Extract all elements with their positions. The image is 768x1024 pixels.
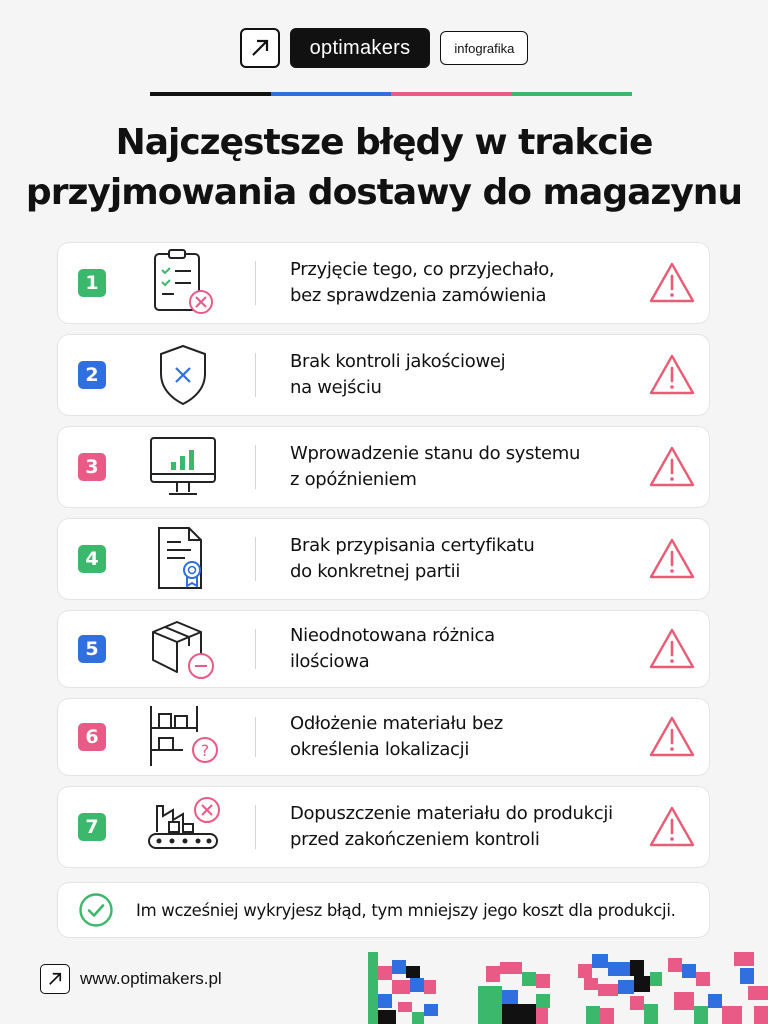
color-stripe [150,92,632,96]
divider [255,353,256,397]
item-number: 7 [78,813,106,841]
item-text [290,801,640,853]
item-text [290,441,640,493]
item-number: 1 [78,269,106,297]
item-number: 3 [78,453,106,481]
brand-name: optimakers [290,28,431,68]
svg-text:?: ? [200,741,210,760]
arrow-logo-icon [40,964,70,994]
divider [255,537,256,581]
item-text-line-2: na wejściu [290,377,382,398]
item-number: 5 [78,635,106,663]
clipboard-x-icon [143,248,223,318]
summary-tip [57,882,710,938]
monitor-chart-icon [143,432,223,502]
item-text-line-1: Wprowadzenie stanu do systemu [290,443,581,464]
item-number: 6 [78,723,106,751]
item-text-line-2: z opóźnieniem [290,469,417,490]
list-item [57,518,710,600]
list-item [57,334,710,416]
category-tag: infografika [440,31,528,65]
factory-conveyor-x-icon [143,792,223,862]
footer [40,964,222,994]
certificate-document-icon [143,524,223,594]
header [0,28,768,68]
warning-icon [649,353,695,397]
title-line-1: Najczęstsze błędy w trakcie [115,122,653,163]
item-text-line-1: Brak kontroli jakościowej [290,351,506,372]
warning-icon [649,445,695,489]
list-item [57,786,710,868]
shelf-question-icon [143,702,223,772]
item-number: 2 [78,361,106,389]
website-link[interactable]: www.optimakers.pl [80,969,222,988]
divider [255,717,256,757]
item-text-line-1: Odłożenie materiału bez [290,713,503,734]
item-text-line-1: Przyjęcie tego, co przyjechało, [290,259,555,280]
warning-icon [649,715,695,759]
divider [255,629,256,669]
list-item [57,426,710,508]
item-text-line-2: przed zakończeniem kontroli [290,829,540,850]
item-text-line-1: Nieodnotowana różnica [290,625,495,646]
item-text-line-1: Dopuszczenie materiału do produkcji [290,803,613,824]
pixel-pattern-decoration [368,950,768,1024]
page-title [0,118,768,218]
item-text-line-2: określenia lokalizacji [290,739,470,760]
check-circle-icon [78,892,114,928]
divider [255,261,256,305]
item-text-line-2: bez sprawdzenia zamówienia [290,285,547,306]
item-text [290,711,640,763]
warning-icon [649,805,695,849]
item-number: 4 [78,545,106,573]
tip-text: Im wcześniej wykryjesz błąd, tym mniejszy jego koszt dla produkcji. [136,900,676,920]
warning-icon [649,537,695,581]
item-text-line-1: Brak przypisania certyfikatu [290,535,535,556]
item-text-line-2: ilościowa [290,651,370,672]
item-text [290,257,640,309]
list-item [57,242,710,324]
divider [255,445,256,489]
list-item [57,610,710,688]
divider [255,805,256,849]
mistakes-list [57,242,710,878]
shield-x-icon [143,340,223,410]
title-line-2: przyjmowania dostawy do magazynu [25,172,743,213]
warning-icon [649,261,695,305]
item-text [290,349,640,401]
item-text [290,533,640,585]
box-minus-icon [143,614,223,684]
item-text-line-2: do konkretnej partii [290,561,461,582]
list-item [57,698,710,776]
arrow-logo-icon [240,28,280,68]
item-text [290,623,640,675]
warning-icon [649,627,695,671]
